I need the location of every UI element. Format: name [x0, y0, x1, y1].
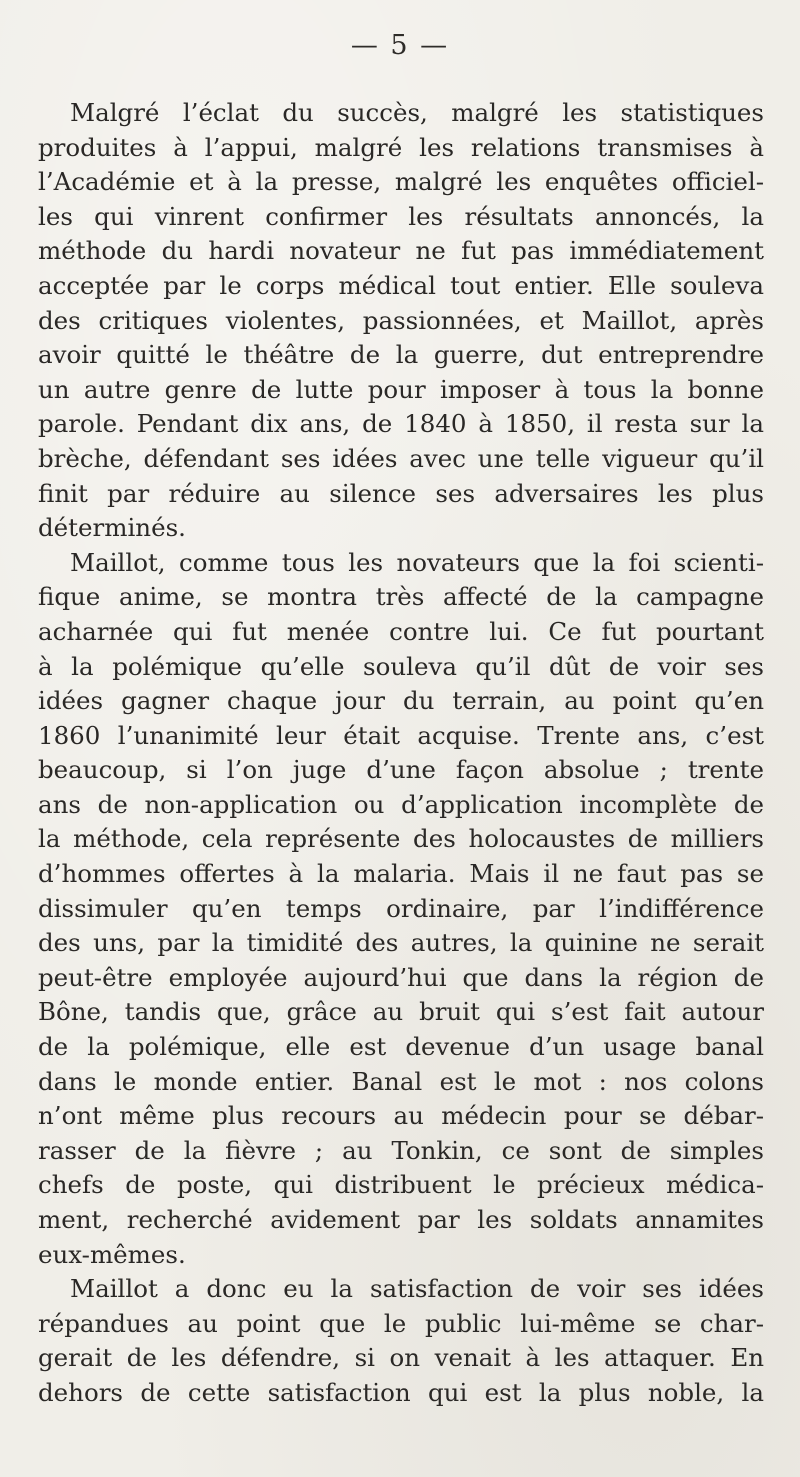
text-line: n’ont même plus recours au médecin pour se débar-: [38, 1101, 764, 1131]
text-line: les qui vinrent confirmer les résultats annoncés, la: [38, 201, 764, 231]
text-line: avoir quitté le théâtre de la guerre, dut entreprendre: [38, 340, 764, 370]
text-line: parole. Pendant dix ans, de 1840 à 1850, il resta sur la: [38, 409, 764, 439]
text-line: répandues au point que le public lui-même se char-: [38, 1308, 764, 1338]
text-line: Maillot, comme tous les novateurs que la foi scienti-: [70, 547, 764, 577]
text-line: ment, recherché avidement par les soldats annamites: [38, 1205, 764, 1234]
text-line: Malgré l’éclat du succès, malgré les statistiques: [70, 98, 764, 127]
text-line: 1860 l’unanimité leur était acquise. Trente ans, c’est: [38, 720, 764, 750]
text-line: un autre genre de lutte pour imposer à tous la bonne: [38, 374, 764, 404]
text-line: beaucoup, si l’on juge d’une façon absolue ; trente: [38, 755, 764, 785]
text-line: des critiques violentes, passionnées, et Maillot, après: [38, 305, 764, 335]
text-line: acharnée qui fut menée contre lui. Ce fut pourtant: [38, 616, 764, 646]
text-line: méthode du hardi novateur ne fut pas immédiatement: [38, 236, 764, 266]
text-line: rasser de la fièvre ; au Tonkin, ce sont de simples: [38, 1135, 764, 1165]
text-line: d’hommes offertes à la malaria. Mais il ne faut pas se: [38, 859, 764, 889]
text-line: peut-être employée aujourd’hui que dans la région de: [38, 962, 764, 992]
text-line: à la polémique qu’elle souleva qu’il dût de voir ses: [38, 651, 764, 681]
text-line: acceptée par le corps médical tout entier. Elle souleva: [38, 270, 764, 300]
text-line: des uns, par la timidité des autres, la quinine ne serait: [38, 928, 764, 958]
text-line: Maillot a donc eu la satisfaction de voir ses idées: [70, 1274, 764, 1304]
text-line: finit par réduire au silence ses adversaires les plus: [38, 478, 764, 508]
text-line: fique anime, se montra très affecté de la campagne: [38, 582, 764, 612]
text-line: idées gagner chaque jour du terrain, au point qu’en: [38, 686, 764, 716]
text-line: dans le monde entier. Banal est le mot : nos colons: [38, 1066, 764, 1096]
text-line: gerait de les défendre, si on venait à les attaquer. En: [38, 1343, 764, 1373]
text-line: de la polémique, elle est devenue d’un usage banal: [38, 1032, 764, 1062]
text-line: produites à l’appui, malgré les relations transmises à: [38, 132, 764, 162]
text-line: la méthode, cela représente des holocaustes de milliers: [38, 824, 764, 854]
text-line: déterminés.: [38, 513, 186, 543]
text-line: dehors de cette satisfaction qui est la plus noble, la: [38, 1377, 764, 1407]
text-line: ans de non-application ou d’application incomplète de: [38, 789, 764, 819]
text-line: brèche, défendant ses idées avec une telle vigueur qu’il: [38, 443, 764, 473]
body-text: [38, 96, 764, 1411]
page-number: — 5 —: [350, 30, 450, 61]
text-line: Bône, tandis que, grâce au bruit qui s’est fait autour: [38, 997, 764, 1027]
text-line: l’Académie et à la presse, malgré les enquêtes officiel-: [38, 167, 764, 197]
text-line: chefs de poste, qui distribuent le précieux médica-: [38, 1170, 764, 1200]
text-line: eux-mêmes.: [38, 1239, 186, 1269]
text-line: dissimuler qu’en temps ordinaire, par l’indifférence: [38, 893, 764, 923]
